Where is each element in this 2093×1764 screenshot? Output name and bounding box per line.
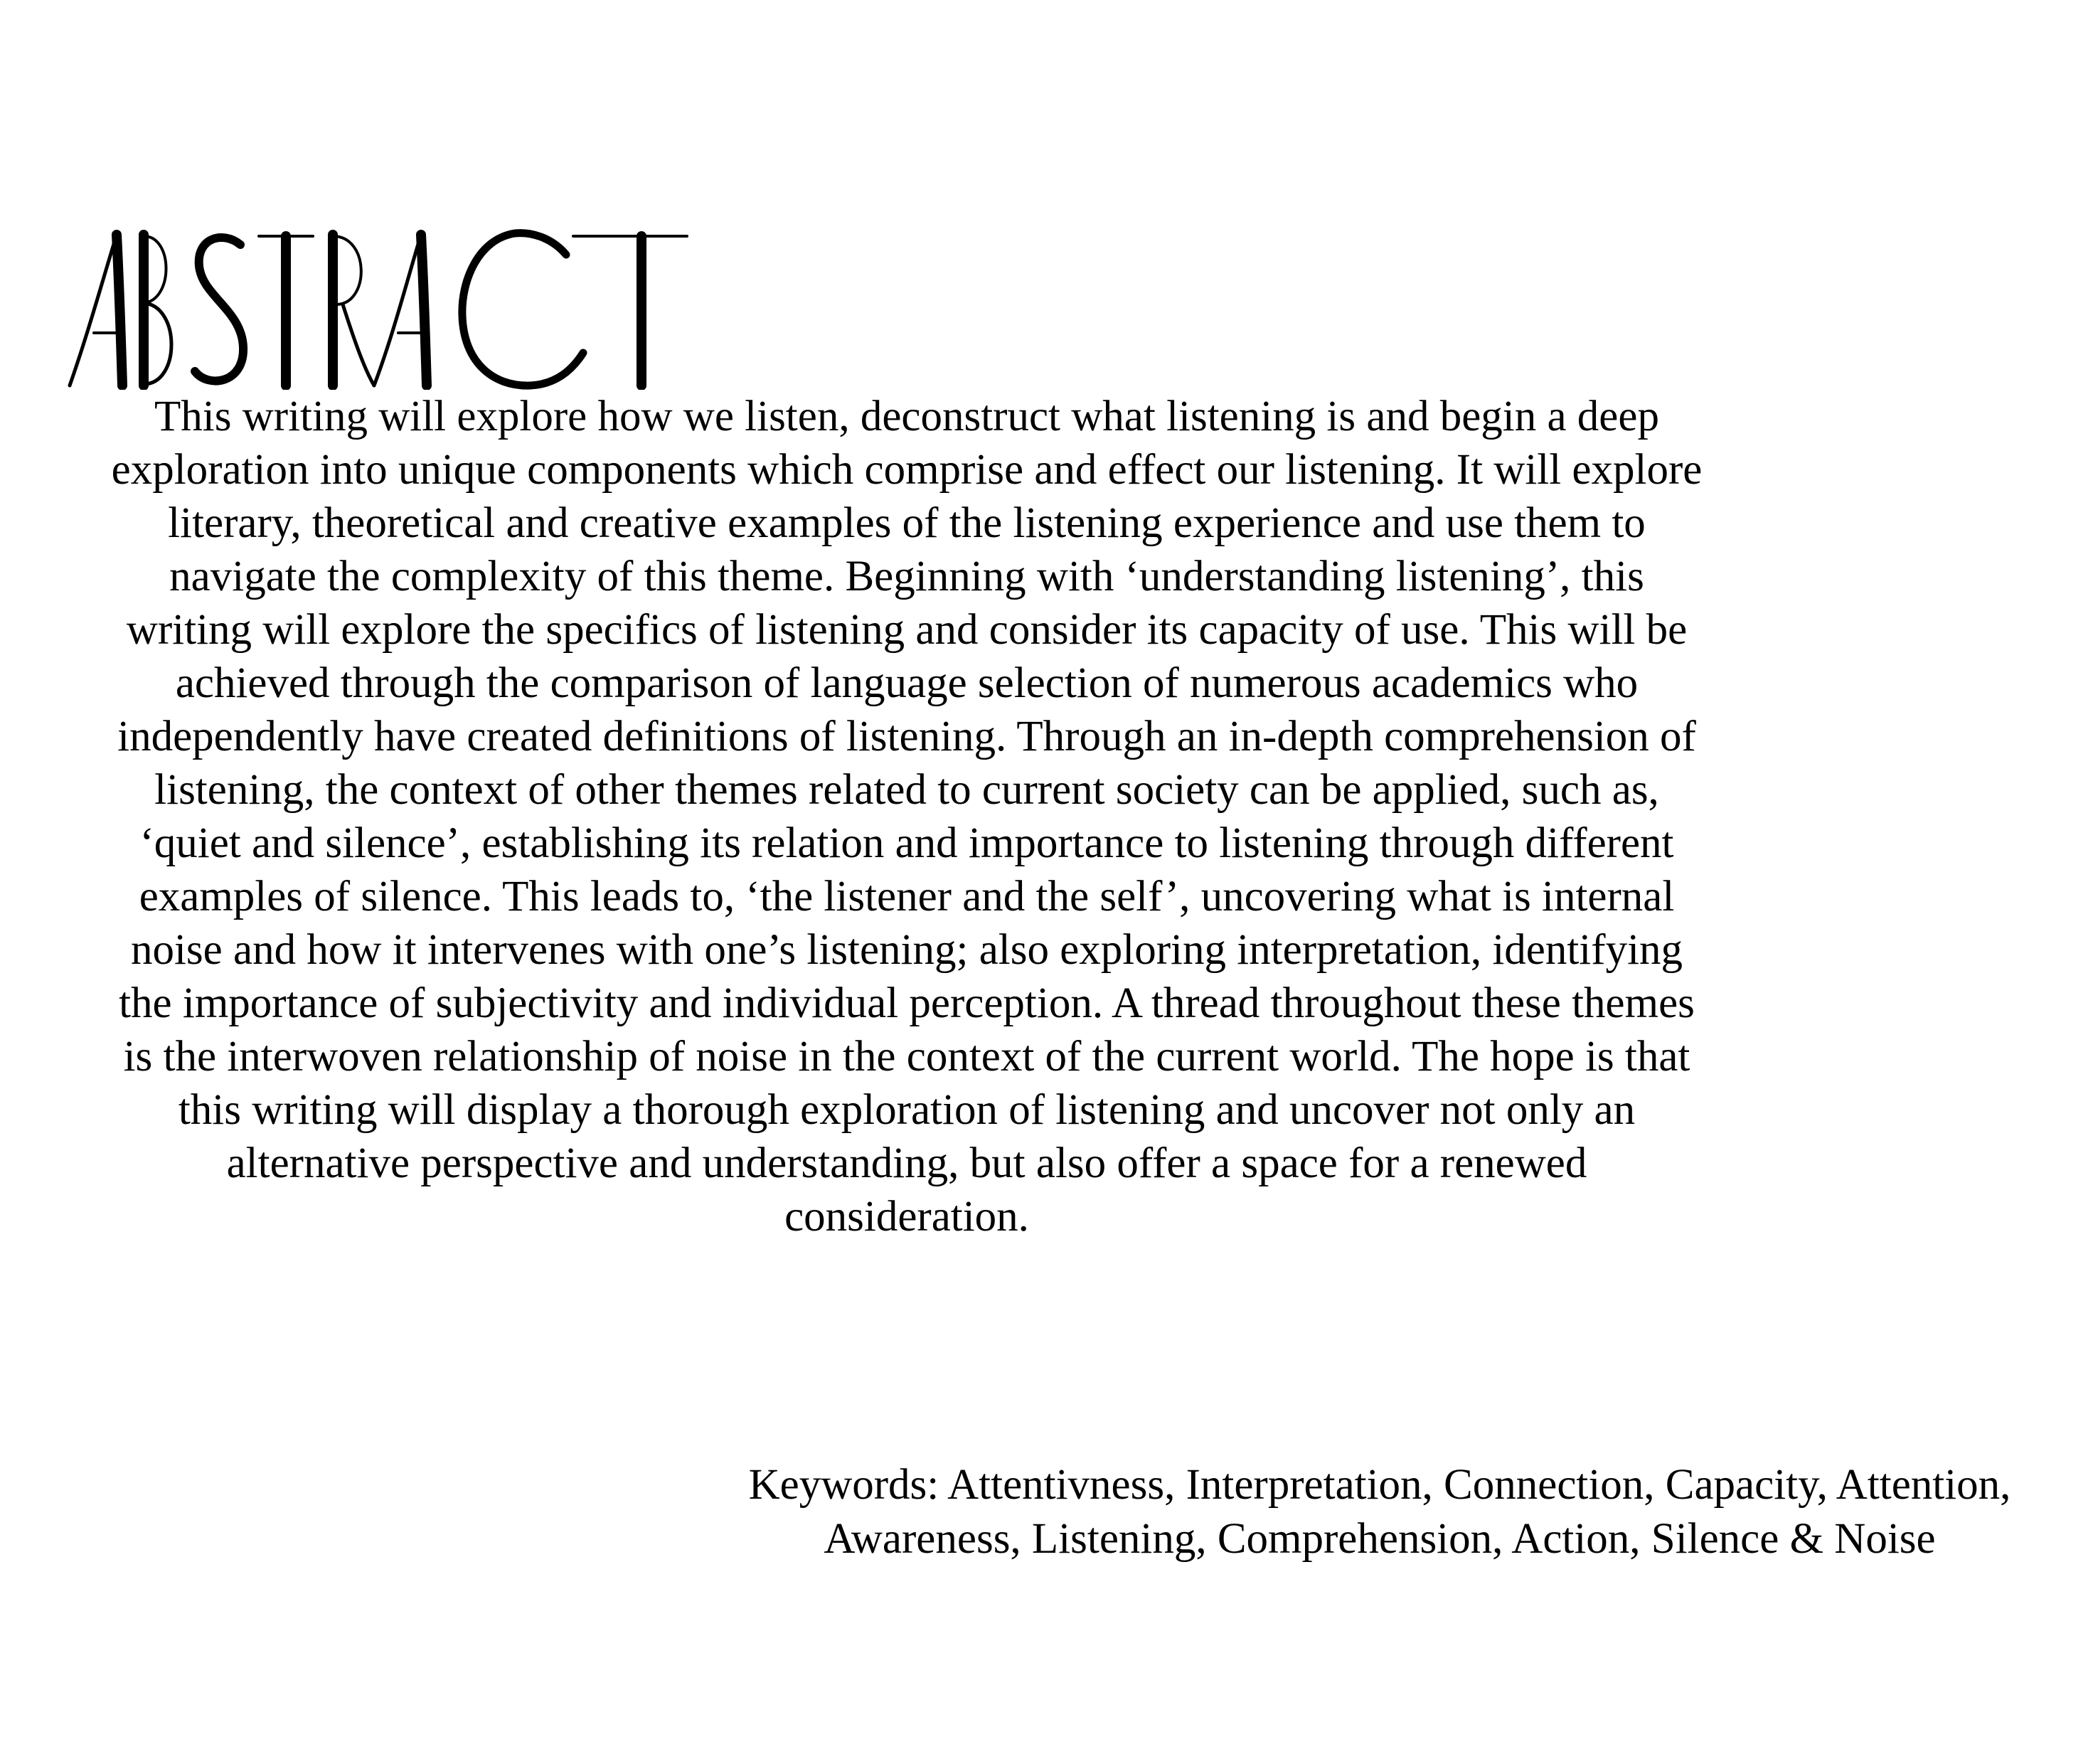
- keywords-line: Keywords: Attentivness, Interpretation, Connection, Capacity, Attention,: [748, 1461, 2011, 1509]
- abstract-line: listening, the context of other themes related to current society can be applied, such as,: [154, 766, 1659, 814]
- abstract-line: ‘quiet and silence’, establishing its relation and importance to listening through different: [139, 819, 1674, 867]
- abstract-line: navigate the complexity of this theme. Beginning with ‘understanding listening’, this: [169, 553, 1644, 600]
- abstract-line: this writing will display a thorough exploration of listening and uncover not only an: [178, 1086, 1636, 1134]
- abstract-line: literary, theoretical and creative examples of the listening experience and use them to: [168, 499, 1646, 547]
- keywords-text: [683, 1458, 2077, 1566]
- abstract-line: writing will explore the specifics of listening and consider its capacity of use. This will be: [126, 606, 1688, 654]
- abstract-line: alternative perspective and understanding, but also offer a space for a renewed: [226, 1139, 1587, 1187]
- abstract-line: independently have created definitions of listening. Through an in-depth comprehension of: [117, 713, 1696, 760]
- abstract-line: exploration into unique components which comprise and effect our listening. It will explore: [111, 446, 1703, 494]
- abstract-line: This writing will explore how we listen, deconstruct what listening is and begin a deep: [154, 393, 1659, 440]
- abstract-line: noise and how it intervenes with one’s listening; also exploring interpretation, identifying: [130, 926, 1683, 974]
- abstract-line: achieved through the comparison of language selection of numerous academics who: [175, 659, 1639, 707]
- abstract-line: is the interwoven relationship of noise in the context of the current world. The hope is that: [123, 1033, 1690, 1080]
- abstract-text: [39, 390, 1774, 1243]
- abstract-line: the importance of subjectivity and individual perception. A thread throughout these themes: [119, 979, 1695, 1027]
- keywords-line: Awareness, Listening, Comprehension, Action, Silence & Noise: [824, 1515, 1936, 1563]
- abstract-line: examples of silence. This leads to, ‘the listener and the self’, uncovering what is internal: [139, 873, 1675, 920]
- abstract-line: consideration.: [784, 1193, 1029, 1240]
- abstract-heading: [67, 226, 693, 390]
